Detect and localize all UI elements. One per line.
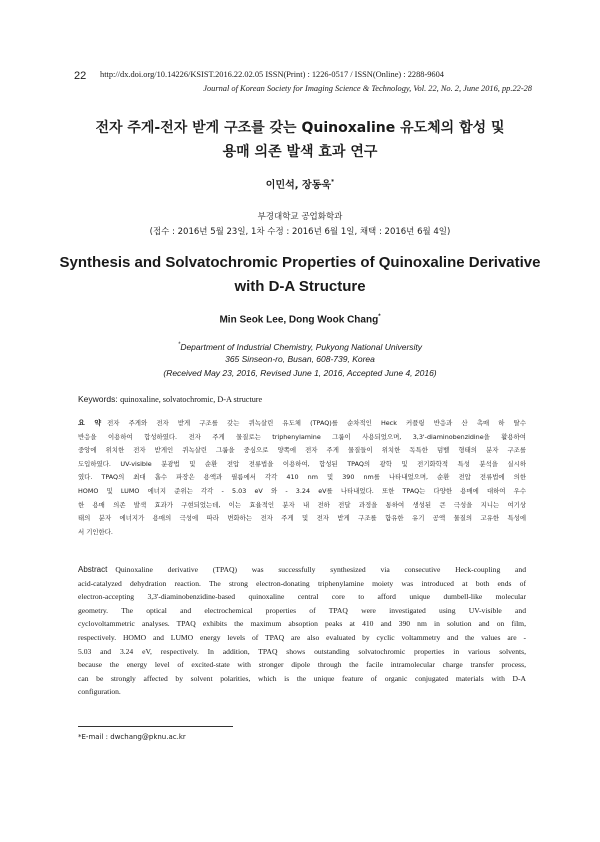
korean-abstract-line: 도입하였다. UV-visible 분광법 및 순환 전압 전류법을 이용하여, 합성된 TPAQ의 광학 및 전기화학적 특성 분석을 실시하 — [78, 459, 526, 468]
page-number: 22 — [74, 70, 87, 82]
korean-abstract-line: 반응을 이용하여 합성하였다. 전자 주게 물질로는 triphenylamine 그룹이 사용되었으며, 3,3'-diaminobenzidine을 활용하여 — [78, 432, 526, 441]
footnote-divider — [78, 726, 233, 727]
english-title-line-1: Synthesis and Solvatochromic Properties of Quinoxaline Derivative — [59, 254, 541, 271]
english-title-line-2: with D-A Structure — [234, 278, 366, 295]
english-abstract-line: acid-catalyzed dehydration reaction. The strong electron-donating triphenylamine moiety was introduced at both ends of — [78, 578, 526, 588]
english-abstract-line: electron-accepting 3,3'-diaminobenzidine-based quinoxaline central core to afford unique dumbell-like molecular — [78, 592, 526, 602]
english-abstract-line: configuration. — [78, 687, 121, 697]
korean-affiliation: 부경대학교 공업화학과 — [257, 212, 343, 222]
english-abstract — [78, 563, 526, 699]
korean-abstract-line: HOMO 및 LUMO 에너지 준위는 각각 - 5.03 eV 와 - 3.24 eV를 나타내었다. 또한 TPAQ는 다양한 용매에 대하여 우수 — [78, 486, 526, 495]
korean-authors — [60, 176, 540, 191]
english-authors — [60, 314, 540, 325]
keywords-label: Keywords: — [78, 394, 118, 404]
english-affil-mark: * — [177, 342, 181, 348]
korean-abstract — [78, 417, 526, 539]
english-abstract-line: cyclovoltammetric analyses. TPAQ exhibits the maximum absoption peaks at 410 and 390 nm in solution and on film, — [78, 619, 526, 629]
footnote-email: *E-mail : dwchang@pknu.ac.kr — [78, 733, 186, 741]
english-affiliation-line-3: (Received May 23, 2016, Revised June 1, 2016, Accepted June 4, 2016) — [163, 368, 437, 378]
korean-title-line-2: 용매 의존 발색 효과 연구 — [222, 144, 378, 160]
english-abstract-label: Abstract — [78, 565, 108, 574]
korean-abstract-line: 요 약 전자 주게와 전자 받게 구조를 갖는 퀴녹살린 유도체 (TPAQ)를 순차적인 Heck 커플링 반응과 산 촉매 하 탈수 — [78, 419, 526, 427]
korean-abstract-label: 요 약 — [78, 419, 102, 427]
journal-citation: Journal of Korean Society for Imaging Science & Technology, Vol. 22, No. 2, June 2016, pp.22-28 — [203, 84, 532, 93]
english-abstract-line: 5.03 and 3.24 eV, respectively. In addition, TPAQ shows outstanding solvatochromic properties in various solvents, — [78, 646, 526, 656]
english-abstract-line: Abstract Quinoxaline derivative (TPAQ) was successfully synthesized via consecutive Heck-coupling and — [78, 565, 526, 574]
korean-dates: (접수 : 2016년 5월 23일, 1차 수정 : 2016년 6월 1일, 채택 : 2016년 6월 4일) — [149, 227, 451, 237]
korean-abstract-line: 서 기인한다. — [78, 527, 113, 536]
korean-author-names: 이민석, 장동욱 — [265, 180, 332, 191]
english-abstract-line: can be strongly affected by solvent polarities, which is the unique feature of organic conjugated materials with D-A — [78, 673, 526, 683]
english-abstract-line: geometry. The optical and electrochemical properties of TPAQ were investigated using UV-visible and — [78, 605, 526, 615]
keywords — [78, 394, 262, 404]
english-abstract-line: respectively. HOMO and LUMO energy levels of TPAQ are also evaluated by cyclic voltammetry and the values are - — [78, 632, 526, 642]
korean-abstract-line: 태의 분자 에너지가 용매의 극성에 따라 변화하는 전자 주게 및 전자 받게 구조를 함유한 유기 공액 물질의 고유한 특성에 — [78, 514, 526, 523]
korean-abstract-line: 한 용매 의존 발색 효과가 구현되었는데, 이는 효율적인 분자 내 전하 전달 과정을 통하여 생성된 큰 극성을 지니는 여기상 — [78, 500, 526, 509]
english-affiliation-dept: Department of Industrial Chemistry, Pukyong National University — [180, 341, 423, 352]
korean-abstract-line: 중앙에 위치한 전자 받게인 퀴녹살린 그룹을 중심으로 양쪽에 전자 주게 물질들이 위치한 독특한 덤벨 형태의 분자 구조를 — [78, 446, 526, 455]
english-author-mark: * — [378, 314, 381, 320]
english-author-names: Min Seok Lee, Dong Wook Chang — [219, 314, 379, 326]
korean-title-line-1: 전자 주게-전자 받게 구조를 갖는 Quinoxaline 유도체의 합성 및 — [95, 120, 505, 136]
korean-author-mark: * — [331, 178, 335, 186]
korean-abstract-line: 였다. TPAQ의 최대 흡수 파장은 용액과 필름에서 각각 410 nm 및 390 nm를 나타내었으며, 순환 전압 전류법에 의한 — [78, 473, 526, 482]
doi-issn-line: http://dx.doi.org/10.14226/KSIST.2016.22.02.05 ISSN(Print) : 1226-0517 / ISSN(Online) : 2288-9604 — [100, 70, 444, 79]
keywords-value: quinoxaline, solvatochromic, D-A structure — [120, 395, 263, 404]
english-abstract-line: because the energy level of excited-state with stronger dipole through the facile intramolecular charge transfer process, — [78, 660, 526, 670]
english-affiliation-line-2: 365 Sinseon-ro, Busan, 608-739, Korea — [225, 354, 375, 364]
